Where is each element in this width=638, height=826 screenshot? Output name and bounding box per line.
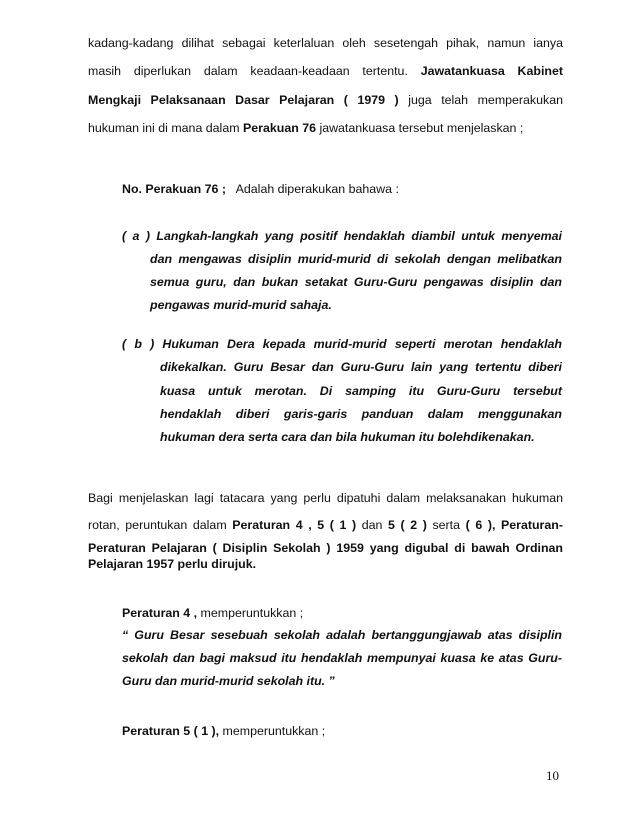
peraturan-4-heading: Peraturan 4 , memperuntukkan ; xyxy=(122,606,304,620)
peraturan-4-quote-line-1: “ Guru Besar sesebuah sekolah adalah bertanggungjawab atas disiplin xyxy=(122,628,562,642)
item-b-line-5: hukuman dera serta cara dan bila hukuman itu bolehdikenakan. xyxy=(160,430,535,444)
item-b-line-2: dikekalkan. Guru Besar dan Guru-Guru lain yang tertentu diberi xyxy=(160,360,562,374)
peraturan-intro-line-2: rotan, peruntukan dalam Peraturan 4 , 5 ( 1 ) dan 5 ( 2 ) serta ( 6 ), Peraturan- xyxy=(88,518,563,532)
item-a-line-1: ( a ) Langkah-langkah yang positif hendaklah diambil untuk menyemai xyxy=(122,229,562,243)
intro-line-4: hukuman ini di mana dalam Perakuan 76 jawatankuasa tersebut menjelaskan ; xyxy=(88,121,524,135)
peraturan-4-quote-line-3: Guru dan murid-murid sekolah itu. ” xyxy=(122,674,335,688)
page-number: 10 xyxy=(546,768,559,783)
item-b-line-3: kuasa untuk merotan. Di samping itu Guru-Guru tersebut xyxy=(160,384,562,398)
item-a-line-4: pengawas murid-murid sahaja. xyxy=(150,298,332,312)
intro-line-1: kadang-kadang dilihat sebagai keterlaluan oleh sesetengah pihak, namun ianya xyxy=(88,36,563,50)
item-a-line-2: dan mengawas disiplin murid-murid di sekolah dengan melibatkan xyxy=(150,252,562,266)
perakuan-heading: No. Perakuan 76 ; Adalah diperakukan bahawa : xyxy=(122,182,399,196)
item-a-line-3: semua guru, dan bukan setakat Guru-Guru pengawas disiplin dan xyxy=(150,275,562,289)
item-b-line-1: ( b ) Hukuman Dera kepada murid-murid seperti merotan hendaklah xyxy=(122,337,562,351)
peraturan-intro-line-3: Peraturan Pelajaran ( Disiplin Sekolah ) 1959 yang digubal di bawah Ordinan xyxy=(88,541,563,555)
peraturan-5-heading: Peraturan 5 ( 1 ), memperuntukkan ; xyxy=(122,724,326,738)
intro-line-2: masih diperlukan dalam keadaan-keadaan tertentu. Jawatankuasa Kabinet xyxy=(88,64,563,78)
item-b-line-4: hendaklah diberi garis-garis panduan dalam menggunakan xyxy=(160,407,562,421)
peraturan-4-quote-line-2: sekolah dan bagi maksud itu hendaklah mempunyai kuasa ke atas Guru- xyxy=(122,651,562,665)
intro-line-3: Mengkaji Pelaksanaan Dasar Pelajaran ( 1979 ) juga telah memperakukan xyxy=(88,93,563,107)
peraturan-intro-line-4: Pelajaran 1957 perlu dirujuk. xyxy=(88,557,257,571)
peraturan-intro-line-1: Bagi menjelaskan lagi tatacara yang perlu dipatuhi dalam melaksanakan hukuman xyxy=(88,491,563,505)
